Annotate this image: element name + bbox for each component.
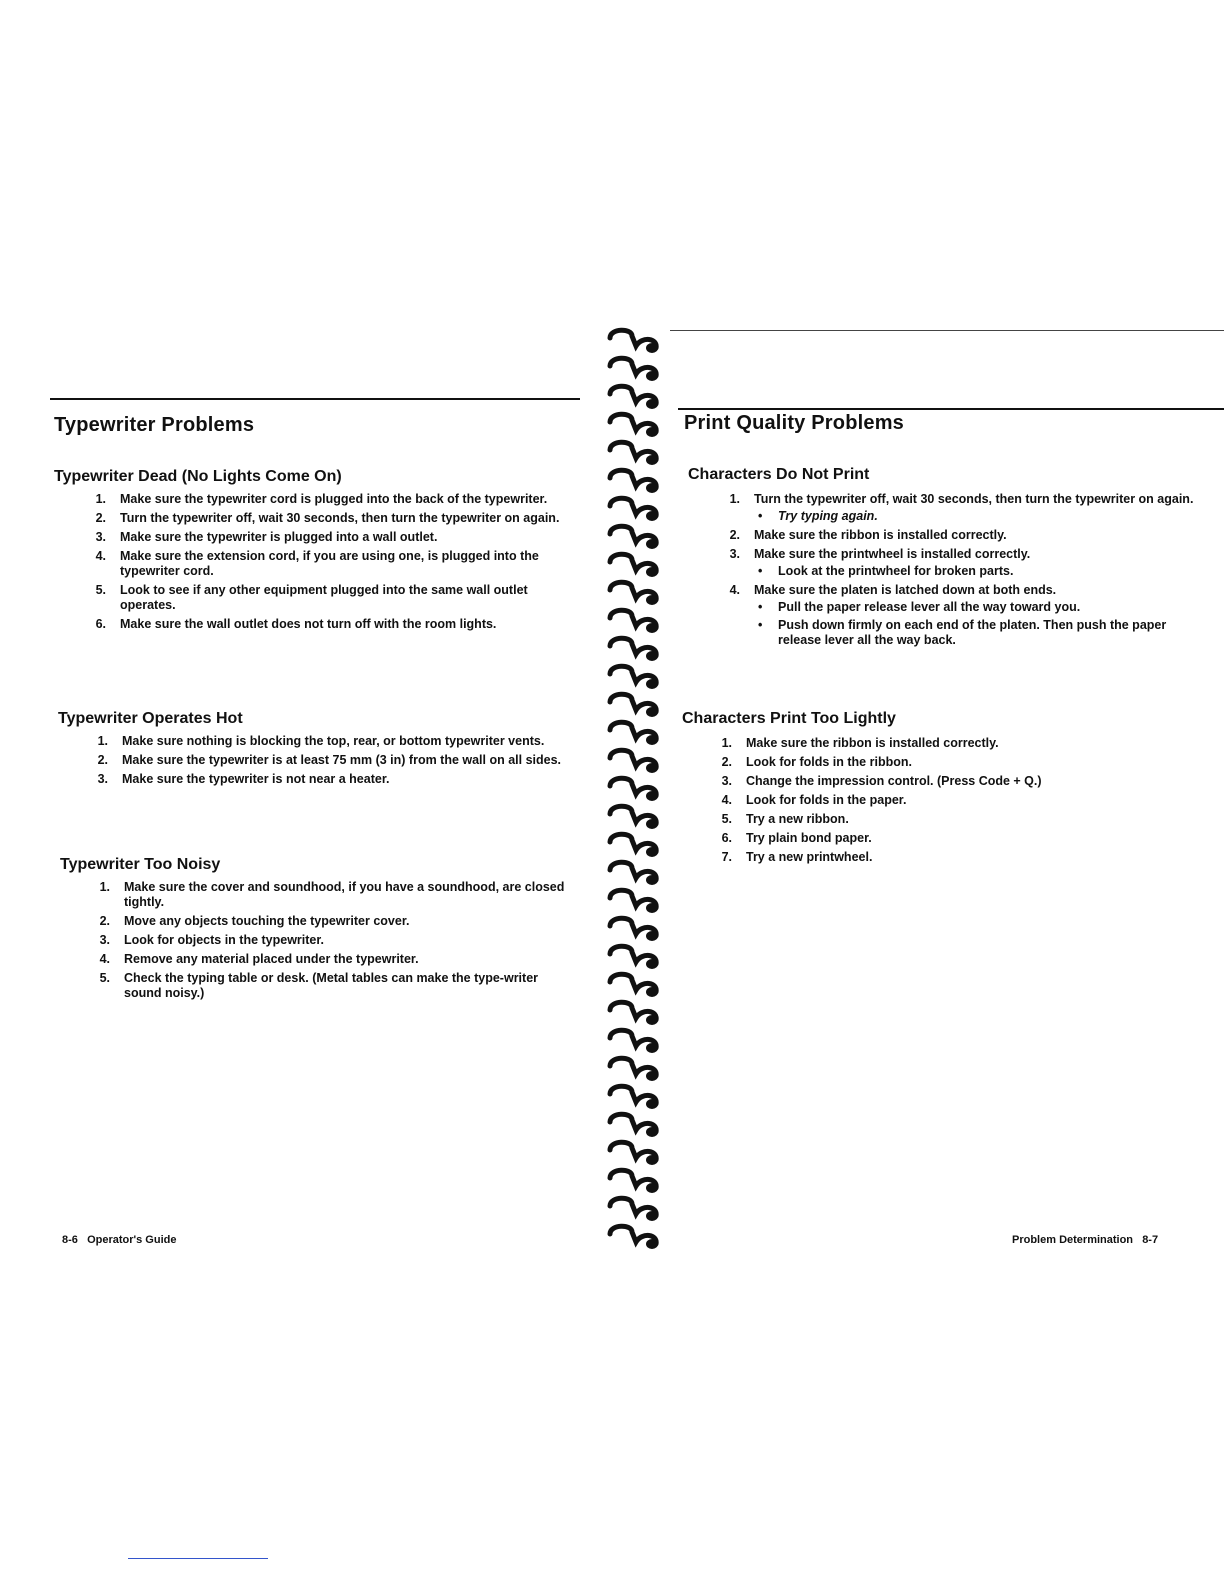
list-item: 2. Look for folds in the ribbon.	[721, 755, 912, 769]
spiral-hole	[646, 1211, 658, 1221]
top-rule	[50, 398, 580, 400]
spiral-hole	[646, 1071, 658, 1081]
list-item: 5. Look to see if any other equipment plugged into the same wall outlet operates.	[95, 583, 528, 612]
page-title: Typewriter Problems	[54, 414, 255, 436]
right-page	[660, 0, 1224, 1584]
spiral-hole	[646, 595, 658, 605]
spiral-hole	[646, 1015, 658, 1025]
spiral-hole	[646, 623, 658, 633]
spiral-hole	[646, 987, 658, 997]
spiral-hole	[646, 1155, 658, 1165]
bullet-item: • Look at the printwheel for broken parts.	[758, 564, 1014, 578]
page-footer: 8-6 Operator's Guide	[62, 1234, 177, 1246]
spiral-hole	[646, 1099, 658, 1109]
spiral-hole	[646, 651, 658, 661]
spiral-hole	[646, 959, 658, 969]
spiral-hole	[646, 763, 658, 773]
list-item: 3. Look for objects in the typewriter.	[99, 933, 325, 947]
spiral-hole	[646, 875, 658, 885]
list-item: 1. Make sure nothing is blocking the top, rear, or bottom typewriter vents.	[97, 734, 545, 748]
step-list	[720, 492, 1210, 652]
list-item: 5. Try a new ribbon.	[721, 812, 849, 826]
section-heading: Characters Print Too Lightly	[682, 710, 896, 727]
list-item: 3. Make sure the typewriter is not near a heater.	[97, 772, 390, 786]
left-page	[0, 0, 600, 1584]
spiral-hole	[646, 791, 658, 801]
spiral-binding	[602, 322, 664, 1252]
page-footer: Problem Determination 8-7	[1012, 1234, 1159, 1246]
spiral-hole	[646, 483, 658, 493]
bullet-item: • Push down firmly on each end of the platen. Then push the paper release lever all the way back.	[758, 618, 1167, 647]
list-item: 1. Make sure the ribbon is installed correctly.	[721, 736, 999, 750]
list-item: 3. Make sure the printwheel is installed correctly. • Look at the printwheel for broken parts.	[720, 547, 1210, 579]
list-item: 5. Check the typing table or desk. (Metal tables can make the type-writer sound noisy.)	[99, 971, 539, 1000]
list-item: 2. Move any objects touching the typewriter cover.	[99, 914, 410, 928]
spiral-hole	[646, 567, 658, 577]
section-heading: Characters Do Not Print	[688, 466, 870, 483]
spiral-hole	[646, 539, 658, 549]
top-rule	[678, 408, 1224, 410]
spiral-hole	[646, 903, 658, 913]
list-item: 6. Try plain bond paper.	[721, 831, 872, 845]
list-item: 4. Make sure the platen is latched down at both ends. • Pull the paper release lever all the way toward you. • Push down firmly on each end of the platen. Then push the paper release lever all the way back.	[720, 583, 1210, 648]
section-heading: Typewriter Too Noisy	[60, 856, 221, 873]
list-item: 7. Try a new printwheel.	[721, 850, 873, 864]
list-item: 2. Make sure the ribbon is installed correctly.	[729, 528, 1007, 542]
spiral-hole	[646, 1239, 658, 1249]
step-list	[88, 734, 580, 791]
spiral-hole	[646, 455, 658, 465]
list-item: 2. Turn the typewriter off, wait 30 seconds, then turn the typewriter on again.	[95, 511, 560, 525]
list-item: 1. Make sure the typewriter cord is plugged into the back of the typewriter.	[95, 492, 548, 506]
list-item: 4. Remove any material placed under the typewriter.	[99, 952, 419, 966]
spiral-hole	[646, 343, 658, 353]
spiral-hole	[646, 931, 658, 941]
spiral-hole	[646, 735, 658, 745]
list-item: 1. Make sure the cover and soundhood, if you have a soundhood, are closed tightly.	[99, 880, 565, 909]
page-title: Print Quality Problems	[684, 412, 905, 434]
top-edge-rule	[670, 330, 1224, 331]
spiral-hole	[646, 1183, 658, 1193]
list-item: 4. Make sure the extension cord, if you are using one, is plugged into the typewriter cord.	[95, 549, 539, 578]
spiral-hole	[646, 511, 658, 521]
section-heading: Typewriter Operates Hot	[58, 710, 243, 727]
bullet-item: • Pull the paper release lever all the way toward you.	[758, 600, 1081, 614]
list-item: 6. Make sure the wall outlet does not turn off with the room lights.	[95, 617, 497, 631]
step-list	[712, 736, 1202, 869]
spiral-hole	[646, 707, 658, 717]
list-item: 3. Make sure the typewriter is plugged into a wall outlet.	[95, 530, 438, 544]
link-underline	[128, 1558, 268, 1559]
spiral-hole	[646, 819, 658, 829]
step-list	[90, 880, 572, 1005]
spiral-hole	[646, 1043, 658, 1053]
step-list	[86, 492, 572, 636]
bullet-item: • Try typing again.	[758, 509, 878, 523]
list-item: 3. Change the impression control. (Press Code + Q.)	[721, 774, 1042, 788]
spiral-hole	[646, 1127, 658, 1137]
spiral-hole	[646, 679, 658, 689]
list-item: 2. Make sure the typewriter is at least 75 mm (3 in) from the wall on all sides.	[97, 753, 562, 767]
section-heading: Typewriter Dead (No Lights Come On)	[54, 468, 342, 485]
spiral-hole	[646, 399, 658, 409]
list-item: 4. Look for folds in the paper.	[721, 793, 907, 807]
spiral-hole	[646, 371, 658, 381]
spiral-hole	[646, 427, 658, 437]
spiral-hole	[646, 847, 658, 857]
list-item: 1. Turn the typewriter off, wait 30 seconds, then turn the typewriter on again. • Try typing again.	[720, 492, 1210, 524]
